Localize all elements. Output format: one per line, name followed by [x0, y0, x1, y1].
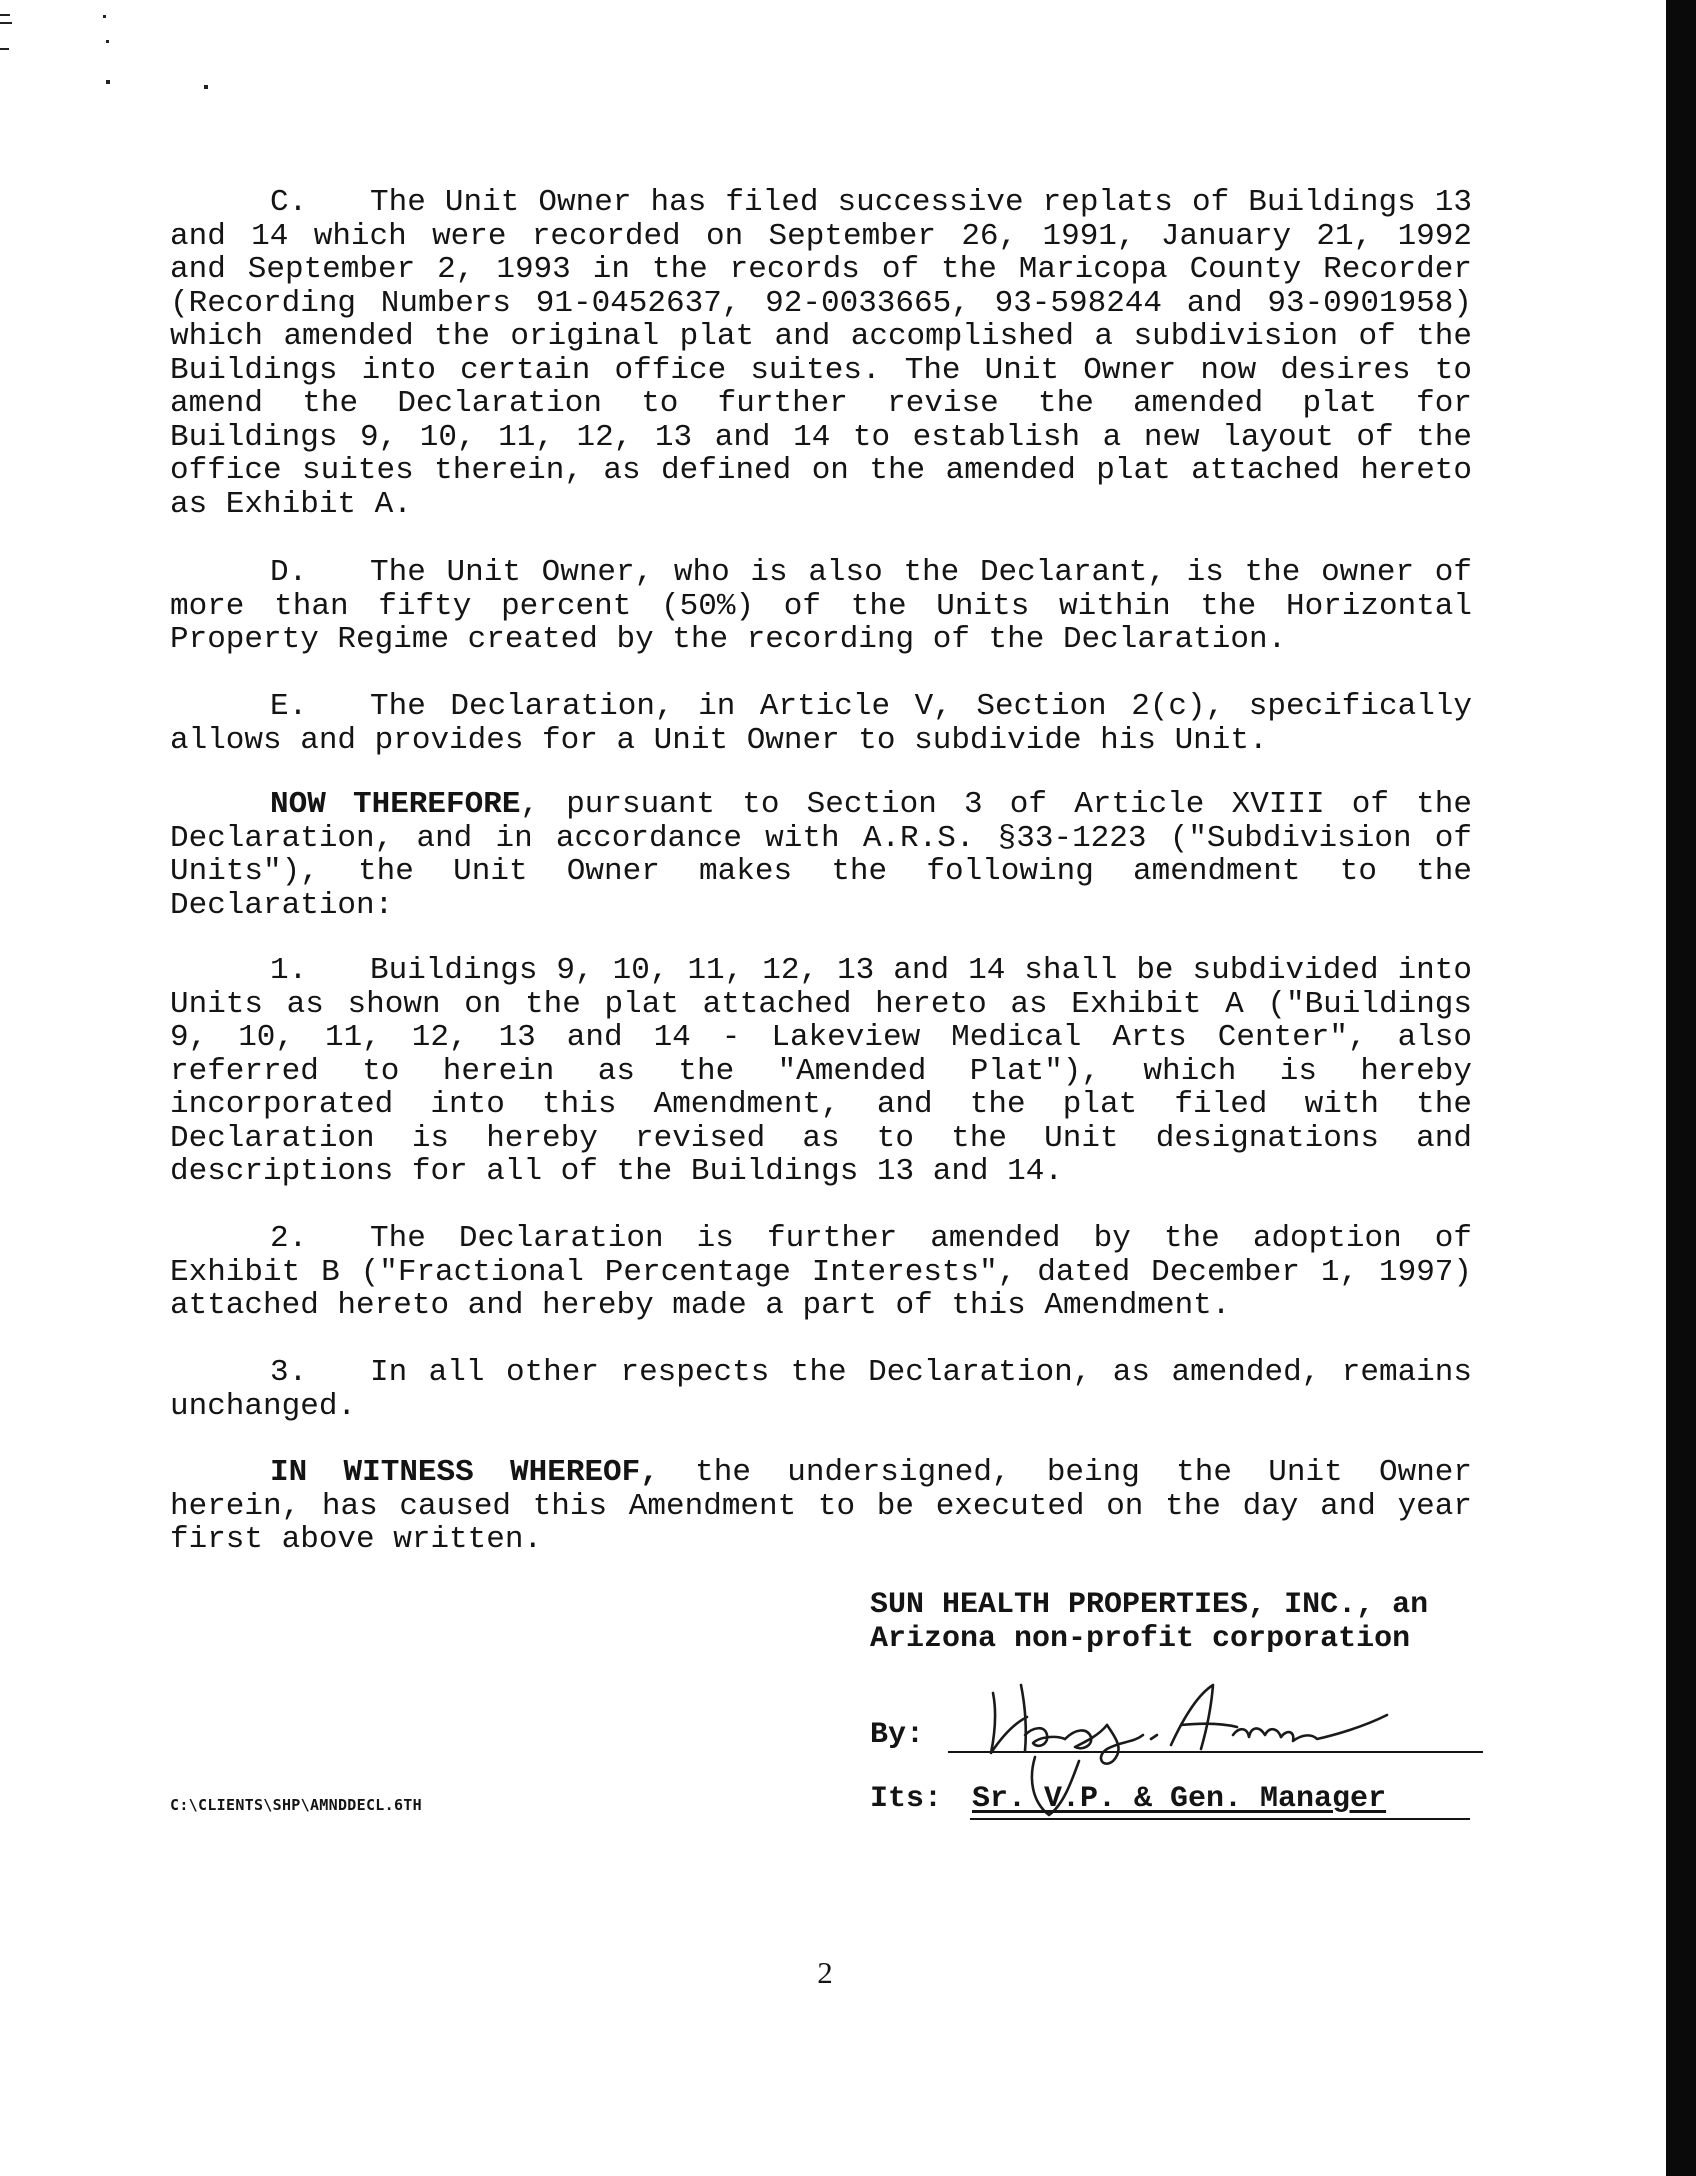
paragraph-text: , pursuant to Section 3 of Article XVIII of the Declaration, and in accordance with A.R.S. §33-1223 ("Subdivision of Units"), the Unit Owner makes the following amendment to the Declaration:	[170, 787, 1472, 923]
paragraph-text: the undersigned, being the Unit Owner herein, has caused this Amendment to be executed on the day and year first above written.	[170, 1455, 1472, 1557]
by-label: By:	[870, 1718, 925, 1752]
page-number: 2	[817, 1955, 833, 1990]
paragraph-text: The Unit Owner, who is also the Declarant, is the owner of more than fifty percent (50%) of the Units within the Horizontal Property Regime created by the recording of the Declaration.	[170, 555, 1472, 657]
paragraph-marker: D.	[270, 555, 308, 590]
its-label: Its:	[870, 1782, 943, 1816]
paragraph-text: Buildings 9, 10, 11, 12, 13 and 14 shall be subdivided into Units as shown on the plat attached hereto as Exhibit A ("Buildings 9, 10, 11, 12, 13 and 14 - Lakeview Medical Arts Center", also referred to herein as the "Amended Plat"), which is hereby incorporated into this Amendment, and the plat filed with the Declaration is hereby revised as to the Unit designations and descriptions for all of the Buildings 13 and 14.	[170, 953, 1472, 1189]
paragraph-item-2	[170, 1222, 1472, 1323]
paragraph-lead: IN WITNESS WHEREOF,	[270, 1455, 659, 1490]
paragraph-text: The Unit Owner has filed successive replats of Buildings 13 and 14 which were recorded on September 26, 1991, January 21, 1992 and September 2, 1993 in the records of the Maricopa County Recorder (Recording Numbers 91-0452637, 92-0033665, 93-598244 and 93-0901958) which amended the original plat and accomplished a subdivision of the Buildings into certain office suites. The Unit Owner now desires to amend the Declaration to further revise the amended plat for Buildings 9, 10, 11, 12, 13 and 14 to establish a new layout of the office suites therein, as defined on the amended plat attached hereto as Exhibit A.	[170, 185, 1472, 522]
paragraph-c	[170, 186, 1472, 521]
paragraph-text: The Declaration, in Article V, Section 2(c), specifically allows and provides for a Unit Owner to subdivide his Unit.	[170, 689, 1472, 758]
paragraph-text: In all other respects the Declaration, as amended, remains unchanged.	[170, 1355, 1472, 1424]
its-title: Sr. V.P. & Gen. Manager	[972, 1782, 1387, 1816]
paragraph-marker: 2.	[270, 1221, 308, 1256]
paragraph-item-3	[170, 1356, 1472, 1423]
paragraph-e	[170, 690, 1472, 757]
paragraph-marker: C.	[270, 185, 308, 220]
paragraph-marker: 1.	[270, 953, 308, 988]
scan-speck	[204, 85, 208, 89]
scan-speck	[103, 15, 106, 18]
file-reference: C:\CLIENTS\SHP\AMNDDECL.6TH	[170, 1796, 422, 1814]
paragraph-lead: NOW THEREFORE	[270, 787, 521, 822]
scan-speck	[0, 48, 9, 50]
scan-edge-border	[1666, 0, 1696, 2176]
scan-speck	[106, 40, 109, 43]
paragraph-text: The Declaration is further amended by the adoption of Exhibit B ("Fractional Percentage Interests", dated December 1, 1997) attached hereto and hereby made a part of this Amendment.	[170, 1221, 1472, 1323]
title-rule	[970, 1818, 1470, 1820]
paragraph-d	[170, 556, 1472, 657]
paragraph-marker: E.	[270, 689, 308, 724]
paragraph-item-1	[170, 954, 1472, 1189]
paragraph-witness	[170, 1456, 1472, 1557]
scan-speck	[0, 14, 10, 16]
company-line-2: Arizona non-profit corporation	[870, 1622, 1411, 1656]
signature-company	[870, 1588, 1480, 1656]
paragraph-marker: 3.	[270, 1355, 308, 1390]
paragraph-now-therefore	[170, 788, 1472, 922]
scan-speck	[106, 80, 110, 84]
company-line-1: SUN HEALTH PROPERTIES, INC., an	[870, 1588, 1429, 1622]
scan-speck	[0, 22, 12, 24]
